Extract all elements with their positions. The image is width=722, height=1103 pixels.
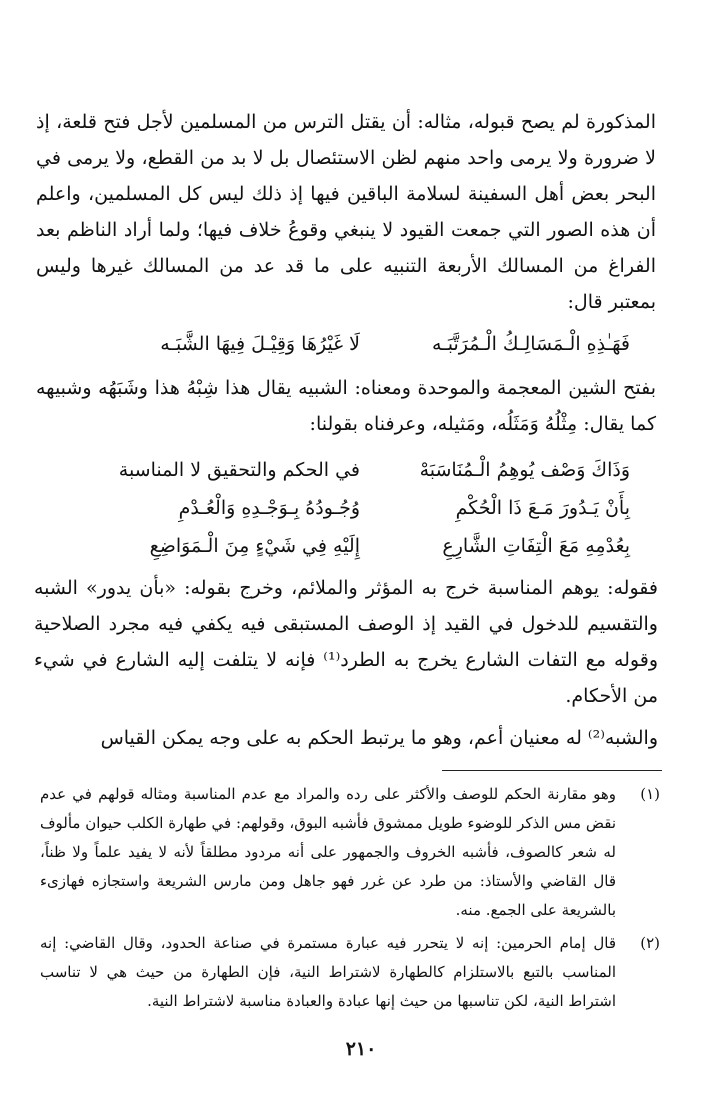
footnote-number: (١) (640, 785, 660, 803)
verse-hemistich-first: بِأَنْ يَـدُورَ مَـعَ ذَا الْحُكْمِ (455, 497, 630, 519)
main-text-middle (36, 370, 656, 442)
verse-hemistich-first: فَهَـٰذِهِ الْـمَسَالِـكُ الْـمُرَتَّبَـه (431, 333, 630, 355)
page-number: ٢١٠ (345, 1038, 377, 1060)
verse-line (179, 488, 630, 528)
paragraph: المذكورة لم يصح قبوله، مثاله: أن يقتل الترس من المسلمين لأجل فتح قلعة، إذ لا ضرورة ولا يرمى واحد منهم لظن الاستئصال بل لا بد من القطع، ولا يرمى في البحر بعض أهل السفينة لسلامة الباقين فيها إذ ذلك ليس كل المسلمين، واعلم أن هذه الصور التي جمعت القيود لا ينبغي وقوعُ خلاف فيها؛ ولما أراد الناظم بعد الفراغ من المسالك الأربعة التنبيه على ما قد عد من المسالك غيرها وليس بمعتبر قال: (36, 111, 656, 313)
footnote-text: قال إمام الحرمين: إنه لا يتحرر فيه عبارة مستمرة في صناعة الحدود، وقال القاضي: إنه المناسب بالتبع بالاستلزام كالطهارة لاشتراط النية، فإن الطهارة من حيث هي لا تناسب اشتراط النية، لكن تناسبها من حيث إنها عبادة والعبادة مناسبة لاشتراط النية. (40, 934, 616, 1010)
footnote-text: وهو مقارنة الحكم للوصف والأكثر على رده والمراد مع عدم المناسبة ومثاله قولهم في عدم نقض مس الذكر للوضوء طويل ممشوق فأشبه البوق، وقولهم: في طهارة الكلب حيوان مألوف له شعر كالصوف، فأشبه الخروف والجمهور على أنه مردود مطلقاً لأنه لا يفيد علماً ولا ظناً، قال القاضي والأستاذ: من طرد عن غرر فهو جاهل ومن مارس الشريعة واستجازه فهازىء بالشريعة على الجمع. منه. (39, 785, 616, 919)
footnote-number: (٢) (640, 934, 660, 952)
verse-hemistich-second: إِلَيْهِ فِي شَيْءٍ مِنَ الْـمَوَاضِعِ (149, 535, 360, 557)
verse-hemistich-second: في الحكم والتحقيق لا المناسبة (118, 459, 360, 481)
footnote (40, 780, 660, 925)
paragraph: فقوله: يوهم المناسبة خرج به المؤثر والملائم، وخرج بقوله: «بأن يدور» الشبه والتقسيم للدخول في القيد إذ الوصف المستبقى فيه يكفي فيه مجرد الصلاحية وقوله مع التفات الشارع يخرج به الطرد⁽¹⁾ فإنه لا يتلفت إليه الشارع في شيء من الأحكام. (34, 577, 658, 707)
main-text-bottom (34, 570, 658, 756)
main-text-top (36, 104, 656, 320)
verse-hemistich-second: وُجُـودُهُ بِـوَجْـدِهِ وَالْعُـدْمِ (178, 497, 360, 519)
verse-line (150, 526, 630, 566)
verse-line (119, 450, 630, 490)
verse-hemistich-first: وَذَاكَ وَصْف يُوهِمُ الْـمُنَاسَبَهْ (419, 459, 630, 481)
paragraph: بفتح الشين المعجمة والموحدة ومعناه: الشبيه يقال هذا شِبْهُ هذا وشَبَهُه وشبيهه كما يقال: مِثْلُهُ وَمَثَلُه، ومَثيله، وعرفناه بقولنا: (36, 377, 656, 435)
verse-hemistich-second: لَا غَيْرُهَا وَقِيْـلَ فِيهَا الشَّبَـه (160, 333, 360, 355)
footnote (40, 929, 660, 1016)
paragraph: والشبه⁽²⁾ له معنيان أعم، وهو ما يرتبط الحكم به على وجه يمكن القياس (100, 727, 658, 749)
footnotes (40, 780, 660, 1020)
verse-line (160, 324, 630, 364)
footnote-separator (442, 770, 662, 771)
verse-hemistich-first: بِعُدْمِهِ مَعَ الْتِفَاتِ الشَّارِعِ (442, 535, 630, 557)
